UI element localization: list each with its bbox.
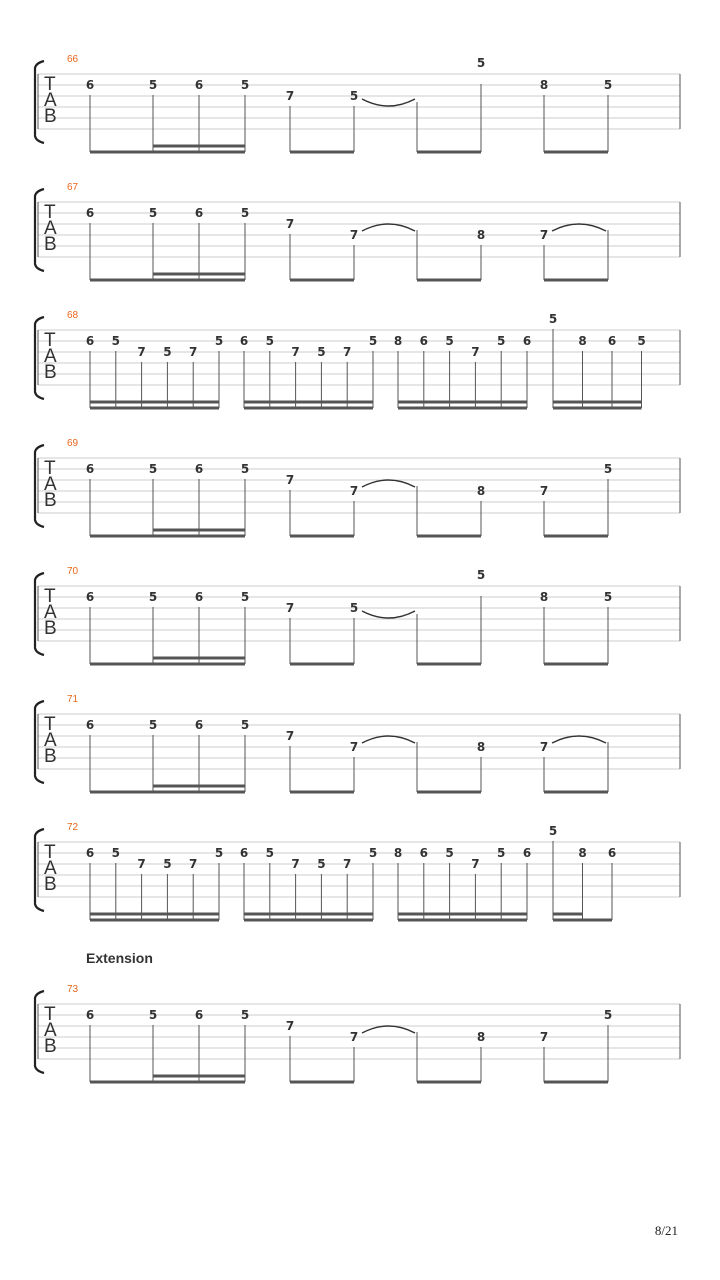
fret-number: 8 — [578, 334, 587, 348]
fret-number: 5 — [317, 857, 326, 871]
fret-number: 5 — [163, 345, 172, 359]
fret-number: 6 — [239, 334, 249, 348]
fret-number: 6 — [194, 462, 204, 476]
fret-number: 5 — [240, 718, 250, 732]
tab-clef-letter: T — [44, 842, 56, 863]
fret-number: 5 — [148, 206, 158, 220]
fret-number: 8 — [539, 590, 549, 604]
tab-clef-letter: B — [44, 106, 57, 127]
measure-number: 67 — [67, 182, 79, 193]
tie-arc — [362, 736, 415, 743]
tab-clef-letter: B — [44, 234, 57, 255]
tab-clef-letter: T — [44, 202, 56, 223]
tab-clef-letter: A — [44, 1020, 57, 1041]
fret-number: 5 — [111, 334, 120, 348]
fret-number: 7 — [285, 1019, 295, 1033]
fret-number: 7 — [471, 345, 480, 359]
tie-arc — [362, 99, 415, 106]
fret-number: 5 — [317, 345, 326, 359]
fret-number: 6 — [522, 846, 532, 860]
fret-number: 6 — [85, 78, 95, 92]
tie-arc — [362, 1026, 415, 1033]
fret-number: 7 — [285, 217, 295, 231]
staff-system — [35, 310, 680, 408]
fret-number: 5 — [240, 462, 250, 476]
fret-number: 7 — [137, 345, 146, 359]
fret-number: 8 — [476, 740, 486, 754]
fret-number: 5 — [497, 846, 506, 860]
fret-number: 7 — [539, 484, 549, 498]
tab-clef-letter: A — [44, 90, 57, 111]
measure-number: 73 — [67, 984, 79, 995]
tie-arc — [362, 224, 415, 231]
fret-number: 5 — [240, 1008, 250, 1022]
fret-number: 6 — [85, 1008, 95, 1022]
fret-number: 5 — [497, 334, 506, 348]
fret-number: 5 — [148, 590, 158, 604]
staff-system — [35, 822, 680, 920]
fret-number: 5 — [148, 718, 158, 732]
fret-number: 5 — [445, 334, 454, 348]
system-bracket — [35, 189, 44, 271]
tie-arc — [362, 611, 415, 618]
tab-clef-letter: T — [44, 458, 56, 479]
fret-number: 6 — [85, 718, 95, 732]
fret-number: 6 — [522, 334, 532, 348]
fret-number: 5 — [349, 601, 359, 615]
fret-number: 5 — [603, 78, 613, 92]
tab-clef-letter: A — [44, 858, 57, 879]
fret-number: 5 — [476, 56, 486, 70]
fret-number: 8 — [476, 484, 486, 498]
fret-number: 5 — [637, 334, 646, 348]
system-bracket — [35, 991, 44, 1073]
measure-number: 72 — [67, 822, 79, 833]
fret-number: 7 — [349, 740, 359, 754]
fret-number: 5 — [214, 846, 224, 860]
fret-number: 5 — [240, 206, 250, 220]
fret-number: 8 — [476, 228, 486, 242]
system-bracket — [35, 61, 44, 143]
measure-number: 68 — [67, 310, 79, 321]
system-bracket — [35, 573, 44, 655]
tab-clef-letter: A — [44, 730, 57, 751]
fret-number: 7 — [539, 228, 549, 242]
fret-number: 7 — [291, 857, 300, 871]
fret-number: 5 — [240, 78, 250, 92]
page-number: 8/21 — [654, 1223, 678, 1238]
fret-number: 7 — [539, 740, 549, 754]
fret-number: 6 — [85, 590, 95, 604]
fret-number: 7 — [285, 729, 295, 743]
fret-number: 5 — [265, 334, 274, 348]
tab-clef-letter: A — [44, 218, 57, 239]
tab-clef-letter: B — [44, 618, 57, 639]
measure-number: 70 — [67, 566, 79, 577]
fret-number: 5 — [214, 334, 224, 348]
system-bracket — [35, 829, 44, 911]
tie-arc — [552, 736, 606, 743]
staff-system — [35, 566, 680, 664]
system-bracket — [35, 445, 44, 527]
fret-number: 5 — [548, 824, 558, 838]
tab-clef-letter: T — [44, 74, 56, 95]
fret-number: 5 — [111, 846, 120, 860]
tab-clef-letter: B — [44, 746, 57, 767]
tab-clef-letter: B — [44, 874, 57, 895]
tab-clef-letter: T — [44, 330, 56, 351]
fret-number: 5 — [163, 857, 172, 871]
fret-number: 6 — [194, 78, 204, 92]
measure-number: 69 — [67, 438, 79, 449]
fret-number: 7 — [137, 857, 146, 871]
fret-number: 6 — [607, 846, 617, 860]
fret-number: 7 — [189, 345, 198, 359]
measure-number: 71 — [67, 694, 79, 705]
fret-number: 5 — [603, 1008, 613, 1022]
tab-clef-letter: T — [44, 714, 56, 735]
tab-clef-letter: B — [44, 362, 57, 383]
fret-number: 6 — [194, 206, 204, 220]
fret-number: 5 — [476, 568, 486, 582]
fret-number: 5 — [265, 846, 274, 860]
staff-system — [35, 694, 680, 792]
tie-arc — [362, 480, 415, 487]
fret-number: 6 — [239, 846, 249, 860]
fret-number: 7 — [343, 857, 352, 871]
section-label: Extension — [86, 950, 153, 966]
fret-number: 6 — [607, 334, 617, 348]
fret-number: 5 — [368, 846, 378, 860]
fret-number: 6 — [194, 718, 204, 732]
fret-number: 5 — [148, 462, 158, 476]
fret-number: 8 — [393, 334, 403, 348]
fret-number: 5 — [148, 1008, 158, 1022]
fret-number: 7 — [291, 345, 300, 359]
fret-number: 5 — [349, 89, 359, 103]
fret-number: 6 — [194, 1008, 204, 1022]
fret-number: 8 — [539, 78, 549, 92]
fret-number: 5 — [445, 846, 454, 860]
tab-clef-letter: A — [44, 346, 57, 367]
fret-number: 7 — [539, 1030, 549, 1044]
fret-number: 6 — [85, 462, 95, 476]
fret-number: 7 — [349, 484, 359, 498]
fret-number: 6 — [419, 846, 428, 860]
fret-number: 6 — [85, 206, 95, 220]
tab-clef-letter: B — [44, 490, 57, 511]
fret-number: 7 — [285, 601, 295, 615]
fret-number: 7 — [189, 857, 198, 871]
tab-clef-letter: T — [44, 586, 56, 607]
staff-system — [35, 950, 680, 1082]
fret-number: 7 — [285, 89, 295, 103]
fret-number: 5 — [148, 78, 158, 92]
fret-number: 7 — [471, 857, 480, 871]
staff-system — [35, 54, 680, 152]
measure-number: 66 — [67, 54, 79, 65]
staff-system — [35, 438, 680, 536]
fret-number: 6 — [85, 334, 95, 348]
fret-number: 8 — [393, 846, 403, 860]
staff-system — [35, 182, 680, 280]
fret-number: 6 — [85, 846, 95, 860]
fret-number: 5 — [548, 312, 558, 326]
tab-clef-letter: B — [44, 1036, 57, 1057]
tab-clef-letter: A — [44, 474, 57, 495]
fret-number: 5 — [368, 334, 378, 348]
fret-number: 6 — [194, 590, 204, 604]
fret-number: 7 — [349, 228, 359, 242]
fret-number: 7 — [285, 473, 295, 487]
tab-clef-letter: T — [44, 1004, 56, 1025]
fret-number: 8 — [476, 1030, 486, 1044]
system-bracket — [35, 317, 44, 399]
fret-number: 5 — [603, 590, 613, 604]
fret-number: 7 — [343, 345, 352, 359]
fret-number: 5 — [603, 462, 613, 476]
fret-number: 5 — [240, 590, 250, 604]
fret-number: 7 — [349, 1030, 359, 1044]
system-bracket — [35, 701, 44, 783]
tab-clef-letter: A — [44, 602, 57, 623]
tie-arc — [552, 224, 606, 231]
fret-number: 8 — [578, 846, 587, 860]
fret-number: 6 — [419, 334, 428, 348]
